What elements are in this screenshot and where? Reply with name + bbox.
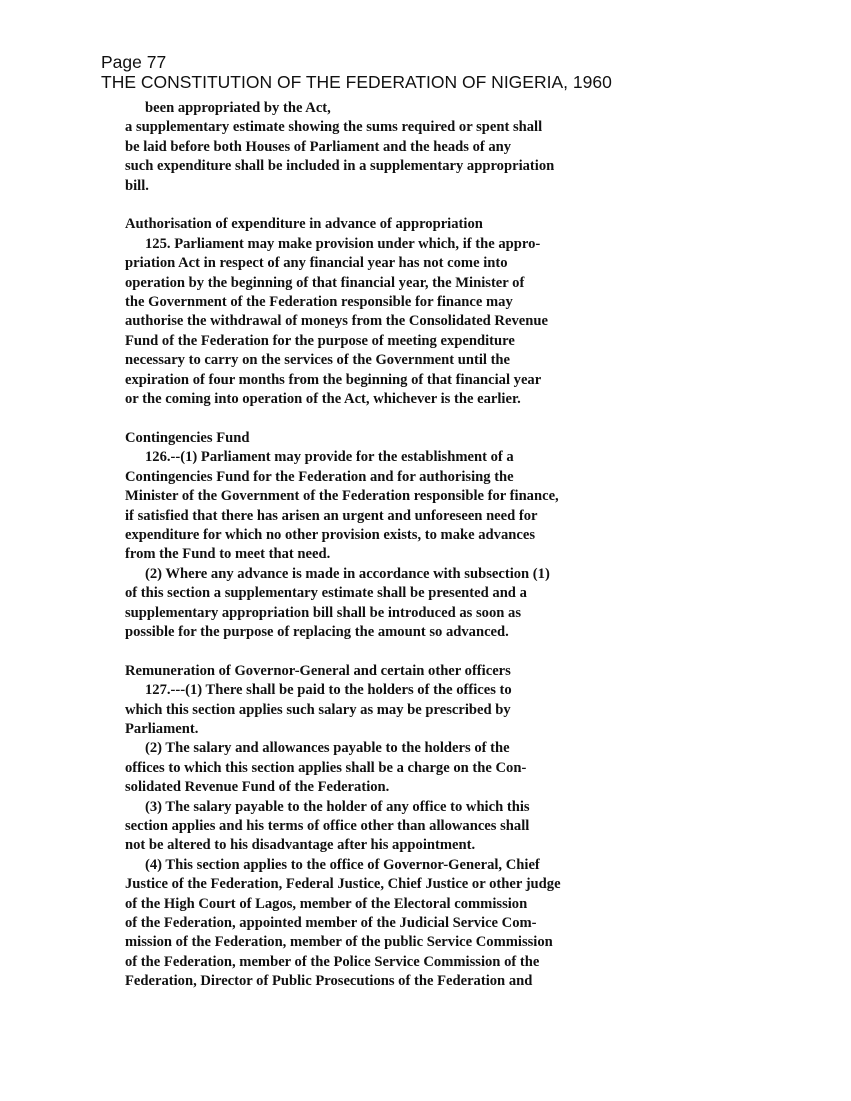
- text-line: (2) The salary and allowances payable to the holders of the: [145, 740, 510, 757]
- page-body: [125, 99, 685, 992]
- text-line: such expenditure shall be included in a supplementary appropriation: [125, 158, 555, 175]
- text-line: solidated Revenue Fund of the Federation.: [125, 779, 390, 796]
- text-line: been appropriated by the Act,: [145, 100, 331, 116]
- text-line: expiration of four months from the beginning of that financial year: [125, 371, 542, 388]
- text-line: operation by the beginning of that financial year, the Minister of: [125, 274, 525, 291]
- section-heading: Remuneration of Governor-General and certain other officers: [125, 662, 511, 679]
- text-line: possible for the purpose of replacing the amount so advanced.: [125, 623, 509, 640]
- text-line: 125. Parliament may make provision under which, if the appro-: [145, 235, 541, 252]
- section-127-subsection-3: [125, 798, 685, 856]
- text-line: Fund of the Federation for the purpose of meeting expenditure: [125, 332, 515, 349]
- paragraph-gap: [125, 196, 685, 215]
- section-127-subsection-4: [125, 856, 685, 992]
- text-line: Minister of the Government of the Federation responsible for finance,: [125, 488, 559, 505]
- text-line: from the Fund to meet that need.: [125, 546, 331, 563]
- page-number: Page 77: [101, 52, 167, 72]
- text-line: the Government of the Federation responsible for finance may: [125, 294, 513, 311]
- section-125-heading: [125, 215, 685, 234]
- text-line: offices to which this section applies shall be a charge on the Con-: [125, 759, 527, 776]
- text-line: Federation, Director of Public Prosecutions of the Federation and: [125, 973, 533, 990]
- text-line: not be altered to his disadvantage after his appointment.: [125, 837, 476, 854]
- text-line: supplementary appropriation bill shall be introduced as soon as: [125, 604, 522, 621]
- text-line: which this section applies such salary as may be prescribed by: [125, 701, 511, 718]
- text-line: if satisfied that there has arisen an urgent and unforeseen need for: [125, 507, 538, 524]
- text-line: a supplementary estimate showing the sums required or spent shall: [125, 119, 543, 136]
- text-line: 126.--(1) Parliament may provide for the establishment of a: [145, 449, 514, 466]
- section-127-subsection-1: [125, 681, 685, 739]
- text-line: of the Federation, appointed member of the Judicial Service Com-: [125, 915, 537, 932]
- section-125-text: [125, 235, 685, 410]
- text-line: Parliament.: [125, 720, 199, 737]
- text-line: necessary to carry on the services of the Government until the: [125, 352, 511, 369]
- paragraph-gap: [125, 409, 685, 428]
- paragraph-gap: [125, 642, 685, 661]
- section-heading: Authorisation of expenditure in advance of appropriation: [125, 216, 483, 233]
- section-126-subsection-1: [125, 448, 685, 564]
- section-127-heading: [125, 662, 685, 681]
- text-line: (2) Where any advance is made in accordance with subsection (1): [145, 565, 550, 582]
- text-line: of this section a supplementary estimate shall be presented and a: [125, 585, 527, 602]
- continuation-paragraph: [125, 99, 685, 196]
- text-line: Contingencies Fund for the Federation and for authorising the: [125, 468, 514, 485]
- text-line: 127.---(1) There shall be paid to the holders of the offices to: [145, 682, 512, 699]
- text-line: mission of the Federation, member of the public Service Commission: [125, 934, 553, 951]
- text-line: authorise the withdrawal of moneys from the Consolidated Revenue: [125, 313, 548, 330]
- text-line: (3) The salary payable to the holder of any office to which this: [145, 798, 530, 815]
- text-line: be laid before both Houses of Parliament and the heads of any: [125, 138, 512, 155]
- page-header: [101, 52, 612, 92]
- section-heading: Contingencies Fund: [125, 429, 250, 446]
- text-line: of the Federation, member of the Police Service Commission of the: [125, 953, 540, 970]
- text-line: or the coming into operation of the Act, whichever is the earlier.: [125, 391, 521, 408]
- text-line: bill.: [125, 177, 149, 194]
- document-title: THE CONSTITUTION OF THE FEDERATION OF NIGERIA, 1960: [101, 72, 612, 92]
- text-line: of the High Court of Lagos, member of the Electoral commission: [125, 895, 528, 912]
- section-126-heading: [125, 429, 685, 448]
- section-126-subsection-2: [125, 565, 685, 643]
- section-127-subsection-2: [125, 739, 685, 797]
- text-line: Justice of the Federation, Federal Justice, Chief Justice or other judge: [125, 876, 561, 893]
- text-line: (4) This section applies to the office of Governor-General, Chief: [145, 856, 540, 873]
- text-line: expenditure for which no other provision exists, to make advances: [125, 526, 535, 543]
- text-line: priation Act in respect of any financial year has not come into: [125, 255, 508, 272]
- text-line: section applies and his terms of office other than allowances shall: [125, 817, 530, 834]
